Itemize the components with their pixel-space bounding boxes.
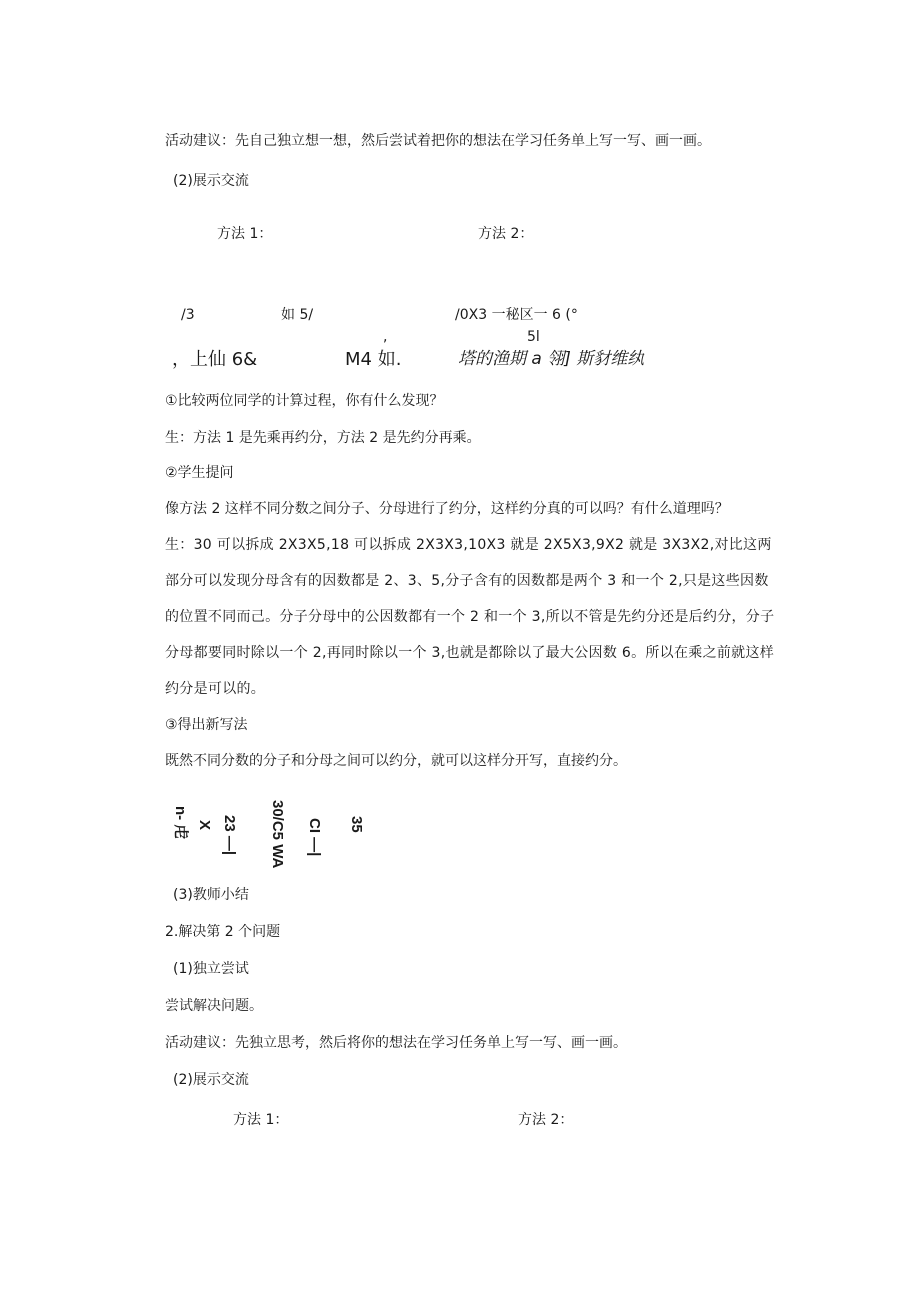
problem-2-heading: 2.解决第 2 个问题	[165, 924, 281, 940]
question-1: ①比较两位同学的计算过程，你有什么发现？	[165, 393, 444, 409]
garbled-fraction-b: 如 5/	[281, 307, 314, 323]
garbled-line-c: 塔的渔期 a 翎] 斯豺维纨	[458, 349, 645, 369]
student-question: 像方法 2 这样不同分数之间分子、分母进行了约分，这样约分真的可以吗？有什么道理吗？	[165, 501, 729, 517]
garbled-comma: ,	[383, 329, 388, 345]
question-2-heading: ②学生提问	[165, 465, 234, 481]
try-heading: (1)独立尝试	[173, 961, 249, 977]
garbled-fraction-d: 5l	[527, 329, 540, 345]
rotated-formula-col-2: X	[196, 820, 213, 831]
garbled-fraction-a: /3	[181, 307, 195, 323]
question-3-heading: ③得出新写法	[165, 717, 248, 733]
conclusion-text: 既然不同分数的分子和分母之间可以约分，就可以这样分开写，直接约分。	[165, 753, 627, 769]
teacher-summary-heading: (3)教师小结	[173, 887, 249, 903]
rotated-formula-col-1: n- 虍	[172, 806, 189, 840]
method-2-label: 方法 2：	[478, 226, 534, 242]
garbled-line-a: ，上仙 6&	[172, 349, 258, 370]
share-heading-2: (2)展示交流	[173, 1072, 249, 1088]
student-answer: 生：30 可以拆成 2X3X5,18 可以拆成 2X3X3,10X3 就是 2X5X3,9X2 就是 3X3X2,对比这两部分可以发现分母含有的因数都是 2、3、5,分子含有的因数都是两个 3 和一个 2,只是这些因数的位置不同而己。分子分母中的公因数都有一个 2 和一个 3,所以不管是先约分还是后约分，分子分母都要同时除以一个 2,再同时除以一个 3,也就是都除以了最大公因数 6。所以在乘之前就这样约分是可以的。	[165, 537, 775, 697]
rotated-formula-col-5: CI —|	[306, 818, 323, 857]
activity-tip-1: 活动建议：先自己独立想一想，然后尝试着把你的想法在学习任务单上写一写、画一画。	[165, 133, 711, 149]
rotated-formula-col-4: 30/C5 WA	[269, 800, 286, 869]
try-text: 尝试解决问题。	[165, 998, 263, 1014]
rotated-formula-col-6: 35	[348, 816, 365, 833]
method-2-label-2: 方法 2：	[518, 1112, 574, 1128]
answer-1: 生：方法 1 是先乘再约分，方法 2 是先约分再乘。	[165, 430, 481, 446]
garbled-line-b: M4 如.	[345, 349, 402, 370]
method-1-label: 方法 1：	[217, 226, 273, 242]
rotated-formula-col-3: 23 —|	[221, 815, 238, 856]
method-1-label-2: 方法 1：	[233, 1112, 289, 1128]
share-heading-1: (2)展示交流	[173, 173, 249, 189]
garbled-fraction-c: /0X3 一秘区一 6 (°	[455, 307, 578, 323]
activity-tip-2: 活动建议：先独立思考，然后将你的想法在学习任务单上写一写、画一画。	[165, 1035, 627, 1051]
